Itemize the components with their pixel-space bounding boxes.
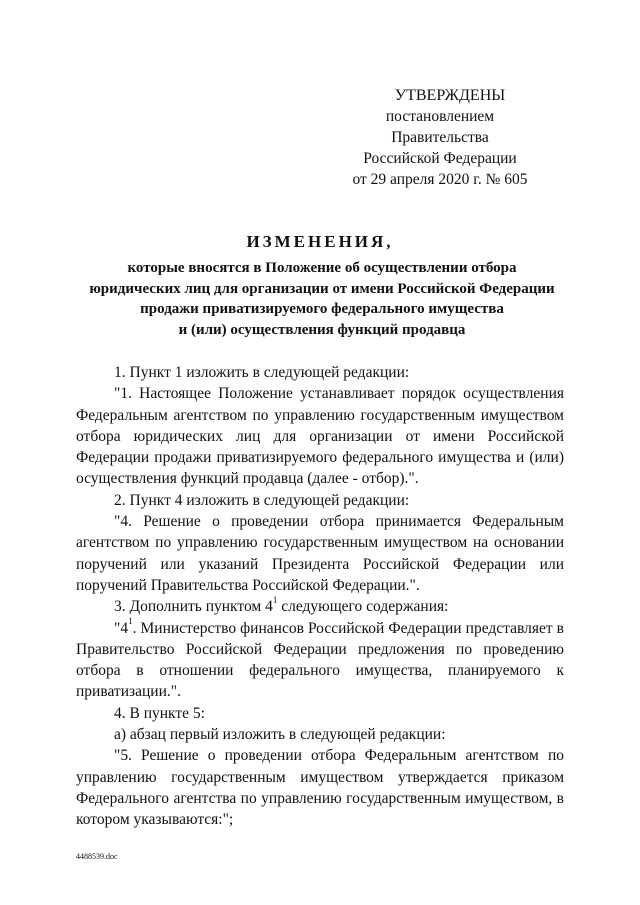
subtitle-line-2: юридических лиц для организации от имени Российской Федерации	[89, 280, 555, 297]
paragraph-5-superscript: 1	[272, 595, 278, 606]
paragraph-5-text-a: 3. Дополнить пунктом 4	[114, 598, 273, 616]
document-subtitle	[72, 258, 572, 340]
paragraph-4: "4. Решение о проведении отбора принимается Федеральным агентством по управлению государственным имуществом на основании поручений или указаний Президента Российской Федерации или поручений Правительства Российской Федерации.".	[76, 513, 564, 594]
paragraph-5	[76, 596, 564, 617]
document-title: ИЗМЕНЕНИЯ,	[246, 232, 394, 251]
paragraph-6-text-b: . Министерство финансов Российской Федерации представляет в Правительство Российской Федерации предложения по проведению отбора в отношении федерального имущества, планируемого к приватизации.".	[76, 619, 564, 701]
document-body	[76, 362, 564, 831]
paragraph-6-superscript: 1	[128, 616, 133, 627]
approval-line-decree: постановлением Правительства	[385, 108, 495, 146]
paragraph-2: "1. Настоящее Положение устанавливает порядок осуществления Федеральным агентством по управлению государственным имуществом отбора юридических лиц для организации от имени Российской Федерации продажи приватизируемого федерального имущества и (или) осуществления функций продавца (далее - отбор).".	[76, 385, 564, 488]
approval-line-government: Российской Федерации	[363, 150, 517, 167]
subtitle-line-1: которые вносятся в Положение об осуществлении отбора	[127, 260, 517, 276]
paragraph-1: 1. Пункт 1 изложить в следующей редакции:	[114, 364, 410, 381]
paragraph-5-text-b: следующего содержания:	[277, 598, 449, 616]
paragraph-9: "5. Решение о проведении отбора Федеральным агентством по управлению государственным имуществом утверждается приказом Федерального агентства по управлению государственным имуществом, в котором указываются:";	[76, 747, 564, 829]
paragraph-3: 2. Пункт 4 изложить в следующей редакции:	[114, 491, 410, 509]
subtitle-line-4: и (или) осуществления функций продавца	[178, 321, 466, 338]
paragraph-6-text-a: "4	[114, 619, 129, 637]
subtitle-line-3: продажи приватизируемого федерального имущества	[140, 301, 504, 317]
paragraph-7: 4. В пункте 5:	[114, 704, 205, 722]
approval-block	[340, 85, 540, 190]
paragraph-6	[76, 618, 564, 703]
paragraph-8: а) абзац первый изложить в следующей редакции:	[114, 726, 446, 744]
approval-line-date-number: от 29 апреля 2020 г. № 605	[352, 171, 528, 188]
approval-heading: УТВЕРЖДЕНЫ	[394, 87, 506, 104]
footer-filename: 4488539.doc	[76, 852, 118, 861]
